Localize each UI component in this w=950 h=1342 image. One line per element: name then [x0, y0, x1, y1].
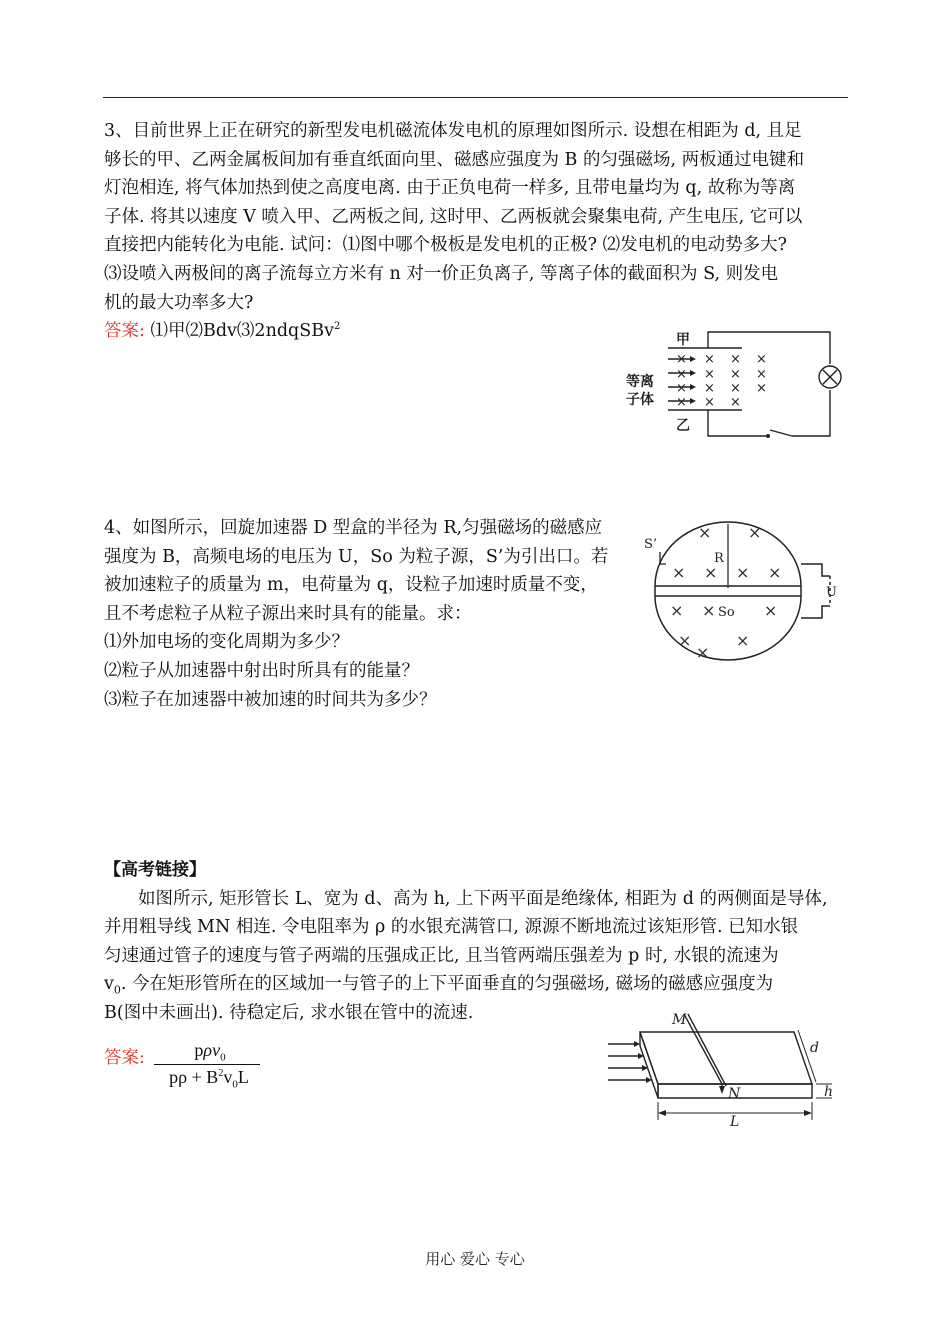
field-mark: × [696, 643, 710, 662]
num-rho: ρ [203, 1040, 213, 1060]
q3-line: ⑶设喷入两极间的离子流每立方米有 n 对一价正负离子, 等离子体的截面积为 S, 则发电 [104, 263, 779, 284]
num-sub: 0 [220, 1051, 226, 1064]
velocity-symbol: v [104, 974, 114, 995]
q3-line: 够长的甲、乙两金属板间加有垂直纸面向里、磁感应强度为 B 的匀强磁场, 两板通过电键和 [104, 149, 805, 170]
q4-subquestion: ⑵粒子从加速器中射出时所具有的能量？ [104, 660, 419, 681]
field-mark: × [736, 563, 750, 582]
plate-top-label: 甲 [676, 332, 690, 348]
answer-label: 答案: [104, 321, 145, 342]
field-mark: × [730, 367, 741, 382]
field-mark: × [698, 523, 712, 542]
q4-line: 强度为 B，高频电场的电压为 U，So 为粒子源，S’为引出口。若 [104, 546, 609, 567]
field-mark: × [756, 381, 767, 396]
num-v: v [212, 1040, 221, 1060]
field-mark: × [756, 352, 767, 367]
q4-subquestion: ⑶粒子在加速器中被加速的时间共为多少？ [104, 689, 437, 710]
gaokao-line: 并用粗导线 MN 相连. 令电阻率为 ρ 的水银充满管口, 源源不断地流过该矩形管. 已知水银 [104, 917, 799, 938]
q3-line: 3、目前世界上正在研究的新型发电机磁流体发电机的原理如图所示. 设想在相距为 d, 且足 [104, 121, 802, 141]
field-mark: × [702, 601, 716, 620]
gaokao-line: 匀速通过管子的速度与管子两端的压强成正比, 且当管两端压强差为 p 时, 水银的流速为 [104, 945, 779, 966]
header-rule [103, 97, 848, 98]
den-sub: 0 [232, 1078, 238, 1091]
field-mark: × [676, 381, 687, 396]
q3-line: 灯泡相连, 将气体加热到使之高度电离. 由于正负电荷一样多, 且带电量均为 q, 故称为等离 [104, 178, 796, 199]
field-mark: × [748, 523, 762, 542]
answer-text: ⑴甲⑵Bdv⑶2ndqSBv [150, 321, 334, 342]
q3-line: 直接把内能转化为电能. 试问：⑴图中哪个极板是发电机的正极? ⑵发电机的电动势多大? [104, 235, 787, 256]
q4-subquestion: ⑴外加电场的变化周期为多少？ [104, 632, 349, 653]
q4-line: 且不考虑粒子从粒子源出来时具有的能量。求： [104, 603, 472, 624]
gaokao-section [104, 856, 850, 1028]
voltage-label: U [826, 585, 837, 600]
field-mark: × [730, 381, 741, 396]
field-mark: × [676, 367, 687, 382]
label-h: h [824, 1084, 834, 1100]
section-heading: 【高考链接】 [104, 860, 206, 880]
label-N: N [728, 1086, 741, 1102]
field-mark: × [730, 395, 741, 410]
cyclotron-figure [640, 516, 840, 666]
den-sup: 2 [218, 1068, 224, 1079]
field-mark: × [704, 395, 715, 410]
field-mark: × [676, 395, 687, 410]
label-L: L [730, 1114, 740, 1128]
plasma-label: 子体 [626, 392, 654, 408]
plasma-label: 等离 [626, 374, 654, 390]
field-mark: × [678, 631, 692, 650]
field-mark: × [670, 601, 684, 620]
answer-exponent: 2 [333, 321, 341, 333]
rectangular-tube-figure [604, 1010, 844, 1128]
field-mark: × [704, 352, 715, 367]
radius-label: R [714, 551, 724, 566]
question-4 [104, 514, 634, 714]
gaokao-line-rest: . 今在矩形管所在的区域加一与管子的上下平面垂直的匀强磁场, 磁场的磁感应强度为 [120, 974, 774, 995]
field-mark: × [768, 563, 782, 582]
label-d: d [810, 1040, 819, 1056]
field-mark: × [704, 381, 715, 396]
field-mark: × [676, 352, 687, 367]
den-v: v [223, 1067, 233, 1087]
field-mark: × [704, 367, 715, 382]
field-mark: × [704, 563, 718, 582]
num-p: p [194, 1040, 204, 1060]
gaokao-line: B(图中未画出). 待稳定后, 求水银在管中的流速. [104, 1002, 474, 1023]
fraction-denominator [154, 1065, 264, 1091]
q4-line: 被加速粒子的质量为 m，电荷量为 q，设粒子加速时质量不变， [104, 575, 598, 596]
den-L: L [237, 1067, 249, 1087]
page-footer: 用心 爱心 专心 [425, 1250, 525, 1268]
q4-line: 4、如图所示，回旋加速器 D 型盒的半径为 R,匀强磁场的磁感应 [104, 518, 603, 538]
den-a: pρ + B [169, 1067, 219, 1087]
plate-bottom-label: 乙 [676, 418, 690, 434]
gaokao-line: 如图所示, 矩形管长 L、宽为 d、高为 h, 上下两平面是绝缘体, 相距为 d 的两侧面是导体, [138, 888, 828, 909]
field-mark: × [730, 352, 741, 367]
answer-label: 答案: [104, 1048, 145, 1068]
q3-line: 机的最大功率多大? [104, 292, 254, 313]
label-M: M [672, 1012, 687, 1028]
exit-label: S’ [644, 537, 658, 552]
q3-line: 子体. 将其以速度 V 喷入甲、乙两板之间, 这时甲、乙两板就会聚集电荷, 产生电压, 它可以 [104, 206, 803, 227]
fraction-numerator [154, 1040, 260, 1065]
source-label: So [718, 605, 735, 620]
field-mark: × [672, 563, 686, 582]
field-mark: × [764, 601, 778, 620]
field-mark: × [756, 367, 767, 382]
velocity-subscript: 0 [113, 983, 121, 997]
answer-fraction [154, 1040, 264, 1091]
mhd-generator-figure [620, 326, 850, 444]
question-3 [104, 117, 850, 346]
field-mark: × [736, 631, 750, 650]
gaokao-line [104, 970, 850, 999]
